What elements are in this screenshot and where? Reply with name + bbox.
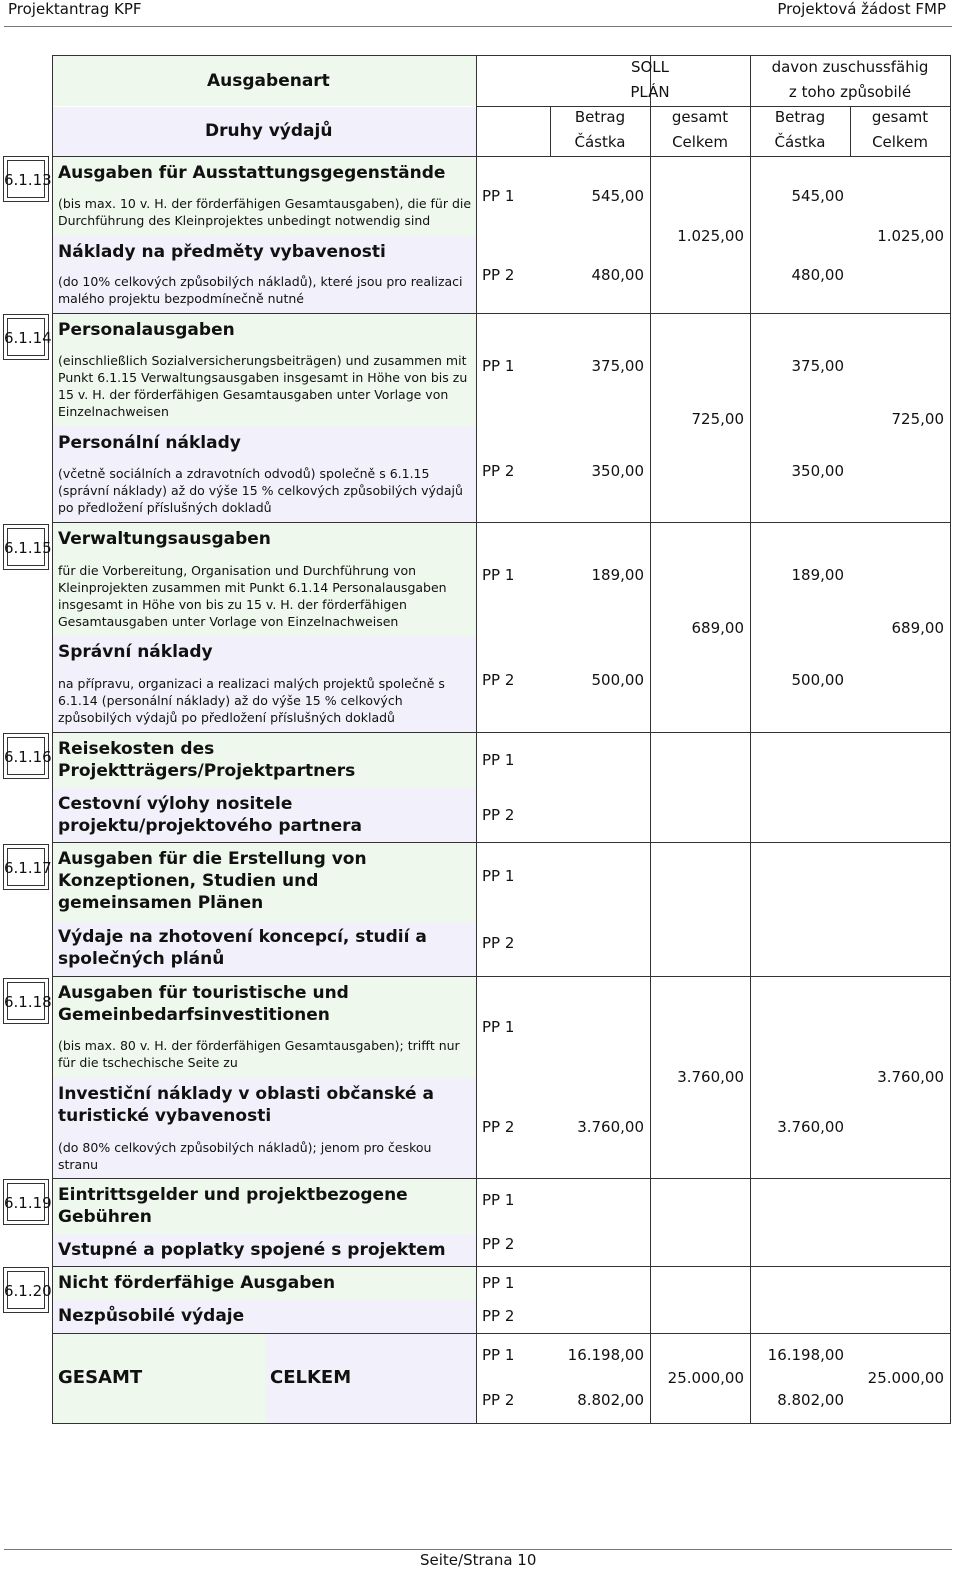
page-number: Seite/Strana 10 [420, 1551, 537, 1569]
total-eligible: 3.760,00 [877, 1068, 944, 1086]
table-row [52, 1266, 951, 1335]
row-de-title: Verwaltungsausgaben [58, 529, 271, 549]
pp2-eligible: 350,00 [791, 462, 844, 480]
row-cz-title: Náklady na předměty vybavenosti [58, 242, 386, 262]
head-betrag1: Betrag [574, 108, 626, 126]
row-number: 6.1.20 [4, 1282, 52, 1300]
header-right: Projektová žádost FMP [777, 0, 946, 18]
row-de-title: Eintrittsgelder und projektbezogene Gebühren [58, 1185, 408, 1227]
pp1-eligible: 16.198,00 [767, 1346, 844, 1364]
total-eligible: 725,00 [891, 410, 944, 428]
row-cz-text: na přípravu, organizaci a realizaci malých projektů společně s 6.1.14 (personální náklady) až do výše 15 % celkových způsobilých výdajů po předložení příslušných dokladů [58, 676, 445, 725]
footer-divider [4, 1549, 952, 1550]
row-de-title: Reisekosten des Projektträgers/Projektpartners [58, 739, 356, 781]
pp1-eligible: 375,00 [791, 357, 844, 375]
head-celkem1: Celkem [672, 133, 728, 151]
total-eligible: 1.025,00 [877, 227, 944, 245]
total-amount: 3.760,00 [677, 1068, 744, 1086]
row-number: 6.1.14 [4, 329, 52, 347]
row-cz-text: (do 10% celkových způsobilých nákladů), které jsou pro realizaci malého projektu bezpodmínečně nutné [58, 274, 463, 306]
table-row [52, 156, 951, 315]
row-cz-title: Výdaje na zhotovení koncepcí, studií a společných plánů [58, 927, 427, 969]
pp1-label: PP 1 [482, 187, 515, 205]
row-cz-text: (včetně sociálních a zdravotních odvodů) společně s 6.1.15 (správní náklady) až do výše 15 % celkových způsobilých výdajů po předložení příslušných dokladů [58, 466, 463, 515]
pp1-amount: 189,00 [591, 566, 644, 584]
pp2-label: PP 2 [482, 1235, 515, 1253]
row-de-text: (einschließlich Sozialversicherungsbeiträgen) und zusammen mit Punkt 6.1.15 Verwaltungsausgaben insgesamt in Höhe von bis zu 15 v. H. der förderfähigen Gesamtausgaben unter Vorlage von Einzelnachweisen [58, 353, 468, 419]
pp1-label: PP 1 [482, 867, 515, 885]
table-row [52, 1178, 951, 1268]
head-cz-title: Druhy výdajů [205, 121, 333, 141]
row-number: 6.1.15 [4, 539, 52, 557]
row-number: 6.1.16 [4, 748, 52, 766]
pp2-label: PP 2 [482, 671, 515, 689]
pp1-eligible: 189,00 [791, 566, 844, 584]
row-de-title: Personalausgaben [58, 320, 235, 340]
header-divider [4, 26, 952, 27]
row-number: 6.1.19 [4, 1194, 52, 1212]
pp2-label: PP 2 [482, 1391, 515, 1409]
total-eligible: 689,00 [891, 619, 944, 637]
pp2-label: PP 2 [482, 934, 515, 952]
total-amount: 689,00 [691, 619, 744, 637]
row-de-text: (bis max. 10 v. H. der förderfähigen Gesamtausgaben), die für die Durchführung des Kleinprojektes unbedingt notwendig sind [58, 196, 472, 228]
head-davon: davon zuschussfähig [771, 58, 929, 76]
pp2-eligible: 8.802,00 [777, 1391, 844, 1409]
head-gesamt2: gesamt [871, 108, 929, 126]
pp2-amount: 500,00 [591, 671, 644, 689]
head-castka1: Částka [574, 133, 626, 151]
row-number: 6.1.17 [4, 859, 52, 877]
head-gesamt1: gesamt [671, 108, 729, 126]
pp1-label: PP 1 [482, 1191, 515, 1209]
pp2-label: PP 2 [482, 1307, 515, 1325]
total-eligible: 25.000,00 [867, 1369, 944, 1387]
head-soll: SOLL [630, 58, 670, 76]
total-amount: 725,00 [691, 410, 744, 428]
table-row [52, 976, 951, 1180]
row-de-title: Ausgaben für die Erstellung von Konzeptionen, Studien und gemeinsamen Plänen [58, 849, 367, 913]
head-castka2: Částka [774, 133, 826, 151]
totals-row [52, 1333, 951, 1424]
row-de-title: Ausgaben für touristische und Gemeinbedarfsinvestitionen [58, 983, 349, 1025]
pp1-amount: 375,00 [591, 357, 644, 375]
row-cz-title: Personální náklady [58, 433, 241, 453]
head-plan: PLÁN [630, 83, 670, 101]
gesamt-label: GESAMT [58, 1367, 143, 1388]
row-number: 6.1.18 [4, 993, 52, 1011]
row-de-text: (bis max. 80 v. H. der förderfähigen Gesamtausgaben); trifft nur für die tschechische Seite zu [58, 1038, 460, 1070]
pp1-label: PP 1 [482, 751, 515, 769]
head-de-title: Ausgabenart [207, 71, 330, 91]
row-de-title: Ausgaben für Ausstattungsgegenstände [58, 163, 446, 183]
table-row [52, 732, 951, 844]
pp2-label: PP 2 [482, 1118, 515, 1136]
row-cz-title: Vstupné a poplatky spojené s projektem [58, 1240, 446, 1260]
total-amount: 1.025,00 [677, 227, 744, 245]
pp1-label: PP 1 [482, 1018, 515, 1036]
pp1-amount: 16.198,00 [567, 1346, 644, 1364]
row-cz-title: Investiční náklady v oblasti občanské a turistické vybavenosti [58, 1084, 434, 1126]
pp2-label: PP 2 [482, 266, 515, 284]
pp2-label: PP 2 [482, 806, 515, 824]
pp2-amount: 3.760,00 [577, 1118, 644, 1136]
head-celkem2: Celkem [872, 133, 928, 151]
row-cz-title: Správní náklady [58, 642, 213, 662]
row-cz-title: Nezpůsobilé výdaje [58, 1306, 245, 1326]
celkem-label: CELKEM [270, 1367, 352, 1388]
pp2-eligible: 500,00 [791, 671, 844, 689]
pp2-amount: 8.802,00 [577, 1391, 644, 1409]
table-row [52, 522, 951, 733]
row-number: 6.1.13 [4, 171, 52, 189]
pp1-amount: 545,00 [591, 187, 644, 205]
table-row [52, 842, 951, 978]
pp1-eligible: 545,00 [791, 187, 844, 205]
pp1-label: PP 1 [482, 566, 515, 584]
pp2-amount: 480,00 [591, 266, 644, 284]
pp1-label: PP 1 [482, 1346, 515, 1364]
row-de-text: für die Vorbereitung, Organisation und Durchführung von Kleinprojekten zusammen mit Punkt 6.1.14 Personalausgaben insgesamt in Höhe von bis zu 15 v. H. der förderfähigen Gesamtausgaben unter Vorlage von Einzelnachweisen [58, 563, 447, 629]
table-head [52, 55, 951, 157]
row-cz-title: Cestovní výlohy nositele projektu/projektového partnera [58, 794, 362, 836]
head-betrag2: Betrag [774, 108, 826, 126]
pp1-label: PP 1 [482, 1274, 515, 1292]
total-amount: 25.000,00 [667, 1369, 744, 1387]
header-left: Projektantrag KPF [8, 0, 142, 18]
table-row [52, 313, 951, 524]
row-cz-text: (do 80% celkových způsobilých nákladů); jenom pro českou stranu [58, 1140, 432, 1172]
pp2-label: PP 2 [482, 462, 515, 480]
pp2-amount: 350,00 [591, 462, 644, 480]
pp1-label: PP 1 [482, 357, 515, 375]
pp2-eligible: 3.760,00 [777, 1118, 844, 1136]
row-de-title: Nicht förderfähige Ausgaben [58, 1273, 336, 1293]
head-ztoho: z toho způsobilé [788, 83, 912, 101]
pp2-eligible: 480,00 [791, 266, 844, 284]
